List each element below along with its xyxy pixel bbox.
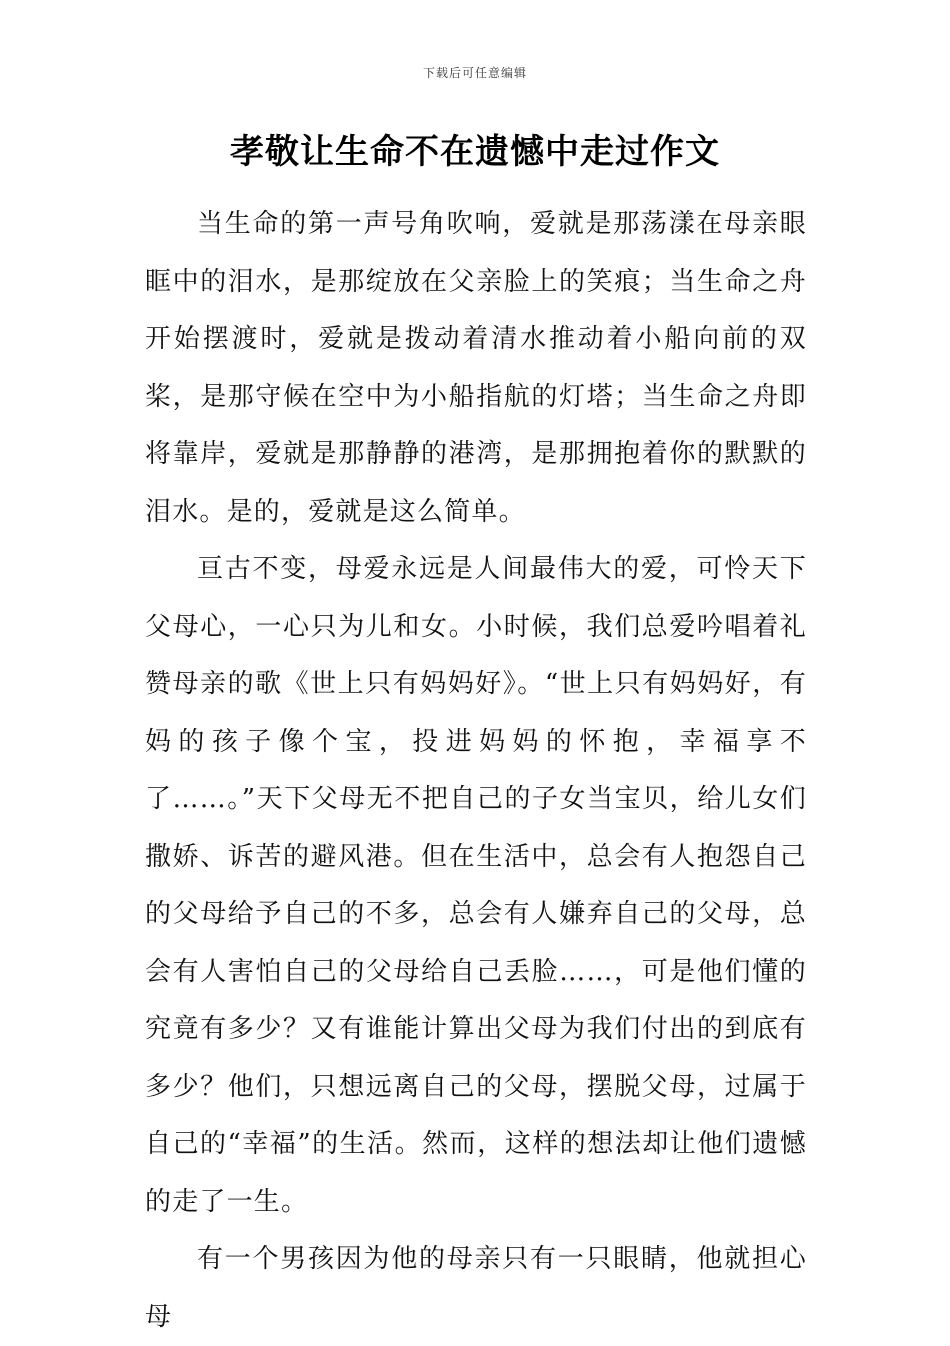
paragraph-3: 有一个男孩因为他的母亲只有一只眼睛，他就担心母 — [145, 1244, 807, 1332]
paragraph-1: 当生命的第一声号角吹响，爱就是那荡漾在母亲眼眶中的泪水，是那绽放在父亲脸上的笑痕；当生命之舟开始摆渡时，爱就是拨动着清水推动着小船向前的双桨，是那守候在空中为小船指航的灯塔；当生命之舟即将靠岸，爱就是那静静的港湾，是那拥抱着你的默默的泪水。是的，爱就是这么简单。 — [145, 209, 807, 527]
paragraph-2: 亘古不变，母爱永远是人间最伟大的爱，可怜天下父母心，一心只为儿和女。小时候，我们总爱吟唱着礼赞母亲的歌《世上只有妈妈好》。“世上只有妈妈好，有妈的孩子像个宝，投进妈妈的怀抱，幸福享不了……。”天下父母无不把自己的子女当宝贝，给儿女们撒娇、诉苦的避风港。但在生活中，总会有人抱怨自己的父母给予自己的不多，总会有人嫌弃自己的父母，总会有人害怕自己的父母给自己丢脸……，可是他们懂的究竟有多少？又有谁能计算出父母为我们付出的到底有多少？他们，只想远离自己的父母，摆脱父母，过属于自己的“幸福”的生活。然而，这样的想法却让他们遗憾的走了一生。 — [145, 554, 807, 1217]
header-note: 下载后可任意编辑 — [422, 66, 527, 80]
document-title: 孝敬让生命不在遗憾中走过作文 — [230, 132, 720, 172]
document-body — [145, 196, 807, 1346]
